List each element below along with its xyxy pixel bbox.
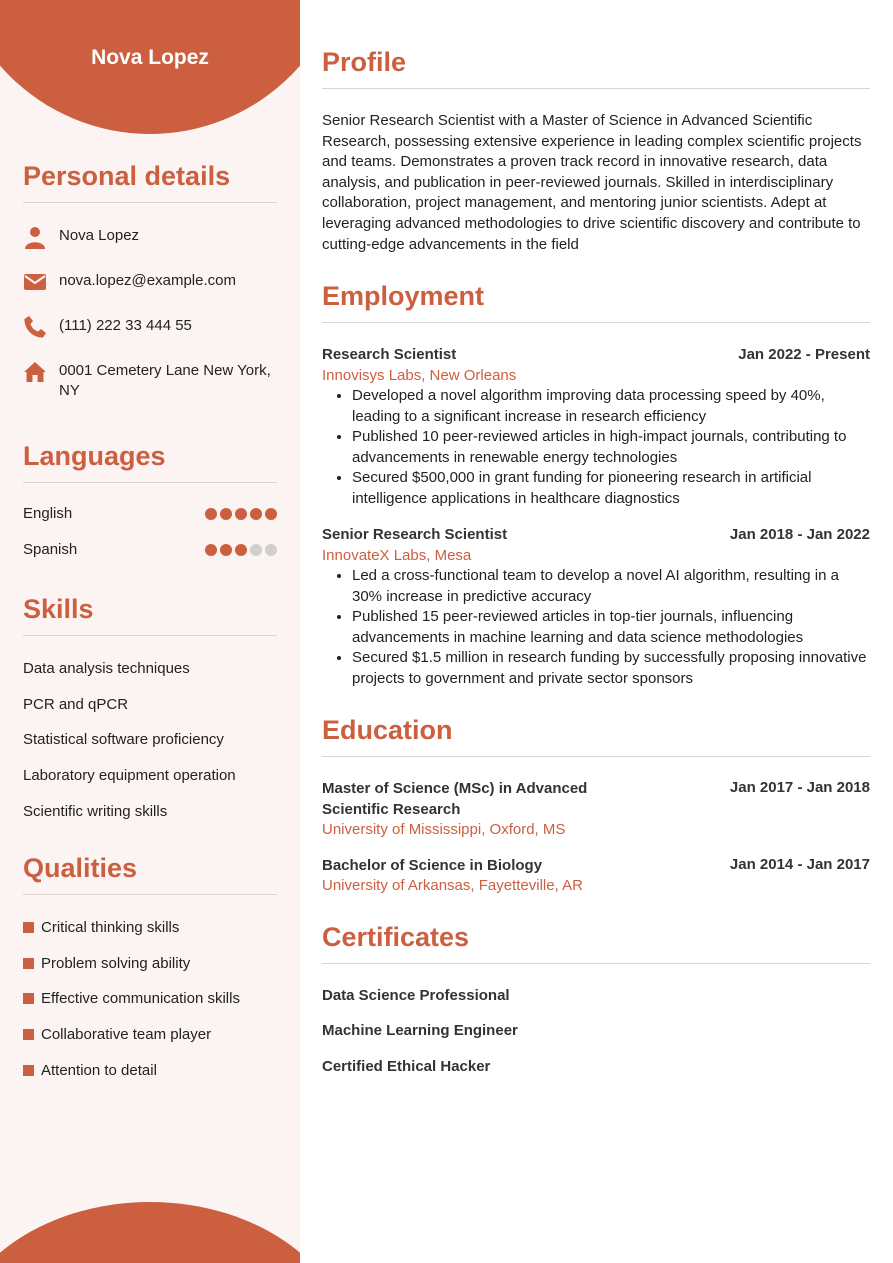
job-bullet: • Secured $500,000 in grant funding for pioneering research in artificial intelligence applications in healthcare diagnostics	[352, 468, 870, 509]
degree-title: Bachelor of Science in Biology	[322, 857, 543, 874]
job-bullets	[322, 566, 870, 690]
skill-item: PCR and qPCR	[23, 696, 129, 713]
section-title: Skills	[23, 593, 277, 636]
level-dot-filled	[250, 508, 262, 520]
section-title: Languages	[23, 440, 277, 483]
job-bullet: • Developed a novel algorithm improving data processing speed by 40%, leading to a significant increase in research efficiency	[352, 386, 870, 427]
job-dates: Jan 2018 - Jan 2022	[729, 526, 870, 543]
level-dot-empty	[265, 544, 277, 556]
qualities-section	[23, 852, 277, 1079]
education-section	[322, 714, 870, 757]
square-bullet-icon	[23, 993, 34, 1004]
language-level-dots	[205, 508, 277, 520]
home-icon	[23, 360, 47, 384]
square-bullet-icon	[23, 958, 34, 969]
skill-item: Statistical software proficiency	[23, 731, 224, 748]
language-name: Spanish	[23, 541, 78, 558]
sidebar	[0, 0, 300, 1263]
job-company: InnovateX Labs, Mesa	[322, 547, 472, 564]
quality-text: Critical thinking skills	[41, 919, 180, 936]
section-title: Personal details	[23, 160, 277, 203]
detail-text: 0001 Cemetery Lane New York, NY	[59, 362, 271, 399]
job-title: Research Scientist	[322, 346, 457, 363]
employment-section	[322, 280, 870, 323]
language-name: English	[23, 505, 73, 522]
section-title: Profile	[322, 46, 870, 89]
education-dates: Jan 2017 - Jan 2018	[729, 779, 870, 796]
job-company: Innovisys Labs, New Orleans	[322, 367, 517, 384]
language-row	[23, 505, 277, 522]
person-icon	[23, 225, 47, 249]
language-row	[23, 541, 277, 558]
quality-item	[23, 1026, 211, 1043]
job-bullet: • Led a cross-functional team to develop a novel AI algorithm, resulting in a 30% increase in predictive accuracy	[352, 566, 870, 607]
square-bullet-icon	[23, 922, 34, 933]
level-dot-filled	[235, 508, 247, 520]
profile-text: Senior Research Scientist with a Master of Science in Advanced Scientific Research, possessing extensive experience in leading complex scientific projects and teams. Demonstrates a proven track record in innovative research, data analysis, and publication in peer-reviewed journals. Skilled in interdisciplinary collaboration, project management, and mentoring junior scientists. Adept at leveraging advanced methodologies to drive scientific discovery and contribute to cutting-edge advancements in the field	[322, 112, 862, 253]
job-bullet: • Secured $1.5 million in research funding by successfully proposing innovative projects to government and private sector sponsors	[352, 648, 870, 689]
square-bullet-icon	[23, 1065, 34, 1076]
education-header	[322, 779, 870, 820]
school-name: University of Mississippi, Oxford, MS	[322, 821, 566, 838]
phone-icon	[23, 315, 47, 339]
quality-item	[23, 919, 179, 936]
quality-text: Problem solving ability	[41, 955, 191, 972]
certificate-item: Data Science Professional	[322, 987, 510, 1004]
job-title: Senior Research Scientist	[322, 526, 508, 543]
education-header	[322, 856, 870, 877]
square-bullet-icon	[23, 1029, 34, 1040]
level-dot-filled	[205, 544, 217, 556]
language-level-dots	[205, 544, 277, 556]
detail-text: Nova Lopez	[59, 227, 140, 244]
certificate-item: Machine Learning Engineer	[322, 1022, 518, 1039]
section-title: Employment	[322, 280, 870, 323]
languages-section	[23, 440, 277, 558]
level-dot-empty	[250, 544, 262, 556]
quality-item	[23, 1062, 157, 1079]
section-title: Certificates	[322, 921, 870, 964]
level-dot-filled	[265, 508, 277, 520]
quality-item	[23, 955, 190, 972]
quality-item	[23, 990, 240, 1007]
job-header	[322, 526, 870, 543]
job-header	[322, 346, 870, 363]
sidebar-footer-shape	[0, 1202, 300, 1263]
job-dates: Jan 2022 - Present	[738, 346, 870, 363]
skill-item: Scientific writing skills	[23, 803, 168, 820]
degree-title: Master of Science (MSc) in Advanced Scientific Research	[322, 780, 588, 818]
level-dot-filled	[220, 544, 232, 556]
detail-email	[23, 270, 277, 294]
detail-name	[23, 225, 277, 249]
education-dates: Jan 2014 - Jan 2017	[729, 856, 870, 873]
profile-section	[322, 46, 870, 89]
personal-details-section	[23, 160, 277, 399]
detail-address	[23, 360, 277, 401]
quality-text: Collaborative team player	[41, 1026, 212, 1043]
candidate-name: Nova Lopez	[91, 46, 209, 69]
skill-item: Laboratory equipment operation	[23, 767, 236, 784]
quality-text: Effective communication skills	[41, 990, 240, 1007]
school-name: University of Arkansas, Fayetteville, AR	[322, 877, 583, 894]
skills-section	[23, 593, 277, 820]
quality-text: Attention to detail	[41, 1062, 157, 1079]
job-bullet: • Published 15 peer-reviewed articles in top-tier journals, influencing advancements in machine learning and data science methodologies	[352, 607, 870, 648]
level-dot-filled	[220, 508, 232, 520]
skill-item: Data analysis techniques	[23, 660, 190, 677]
detail-text: (111) 222 33 444 55	[59, 317, 192, 334]
level-dot-filled	[235, 544, 247, 556]
certificates-section	[322, 921, 870, 964]
level-dot-filled	[205, 508, 217, 520]
job-bullet: • Published 10 peer-reviewed articles in high-impact journals, contributing to advancements in renewable energy technologies	[352, 427, 870, 468]
section-title: Qualities	[23, 852, 277, 895]
detail-text: nova.lopez@example.com	[59, 272, 236, 289]
section-title: Education	[322, 714, 870, 757]
detail-phone	[23, 315, 277, 339]
certificate-item: Certified Ethical Hacker	[322, 1058, 491, 1075]
envelope-icon	[23, 270, 47, 294]
job-bullets	[322, 386, 870, 510]
